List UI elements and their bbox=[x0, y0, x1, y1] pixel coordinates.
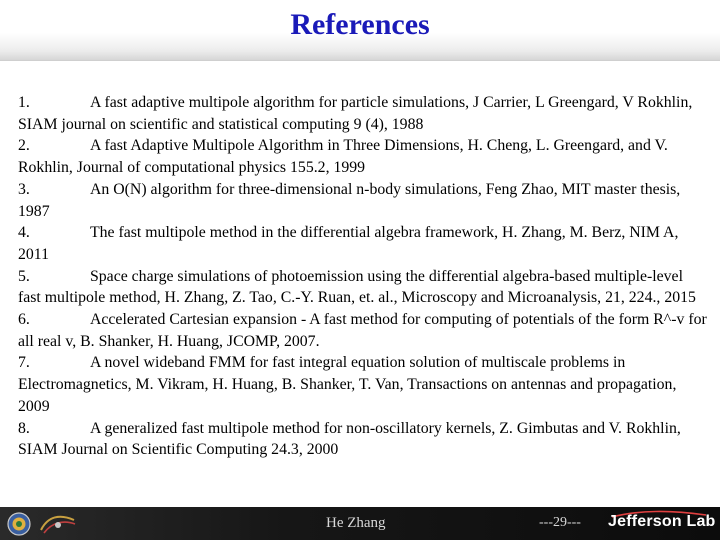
jefferson-lab-logo: Jefferson Lab bbox=[608, 513, 716, 530]
footer-author: He Zhang bbox=[326, 515, 386, 531]
slide-header bbox=[0, 0, 720, 61]
reference-item bbox=[18, 135, 708, 178]
reference-text: A fast Adaptive Multipole Algorithm in Three Dimensions, H. Cheng, L. Greengard, and V. Rokhlin, Journal of computational physics 155.2, 1999 bbox=[18, 137, 668, 177]
slide-footer bbox=[0, 507, 720, 540]
reference-number: 5. bbox=[18, 267, 30, 285]
reference-item bbox=[18, 266, 708, 309]
reference-item bbox=[18, 418, 708, 461]
reference-text: A generalized fast multipole method for non-oscillatory kernels, Z. Gimbutas and V. Rokhlin, SIAM Journal on Scientific Computing 24.3, 2000 bbox=[18, 419, 681, 459]
reference-text: A fast adaptive multipole algorithm for particle simulations, J Carrier, L Greengard, V Rokhlin, SIAM journal on scientific and statistical computing 9 (4), 1988 bbox=[18, 94, 693, 133]
reference-item bbox=[18, 352, 708, 417]
reference-text: The fast multipole method in the differential algebra framework, H. Zhang, M. Berz, NIM A, 2011 bbox=[18, 224, 679, 263]
reference-item bbox=[18, 222, 708, 265]
doe-seal-icon bbox=[6, 512, 32, 541]
jsa-logo-icon bbox=[38, 512, 78, 541]
reference-number: 7. bbox=[18, 354, 30, 372]
reference-text: A novel wideband FMM for fast integral equation solution of multiscale problems in Electromagnetics, M. Vikram, H. Huang, B. Shanker, T. Van, Transactions on antennas and propagation, 2009 bbox=[18, 354, 677, 415]
reference-item bbox=[18, 179, 708, 222]
reference-item bbox=[18, 309, 708, 352]
page-number: ---29--- bbox=[539, 515, 581, 530]
reference-number: 4. bbox=[18, 224, 30, 242]
reference-text: Accelerated Cartesian expansion - A fast method for computing of potentials of the form R^-v for all real v, B. Shanker, H. Huang, JCOMP, 2007. bbox=[18, 311, 707, 350]
reference-number: 8. bbox=[18, 419, 30, 437]
reference-number: 3. bbox=[18, 180, 30, 198]
reference-item bbox=[18, 92, 708, 135]
reference-number: 6. bbox=[18, 311, 30, 329]
reference-text: An O(N) algorithm for three-dimensional n-body simulations, Feng Zhao, MIT master thesis, 1987 bbox=[18, 180, 681, 220]
reference-number: 2. bbox=[18, 137, 30, 155]
reference-list bbox=[18, 92, 708, 461]
reference-number: 1. bbox=[18, 94, 30, 111]
reference-text: Space charge simulations of photoemission using the differential algebra-based multiple-level fast multipole method, H. Zhang, Z. Tao, C.-Y. Ruan, et. al., Microscopy and Microanalysis, 21, 224., 2015 bbox=[18, 267, 696, 307]
slide-title: References bbox=[290, 8, 430, 41]
